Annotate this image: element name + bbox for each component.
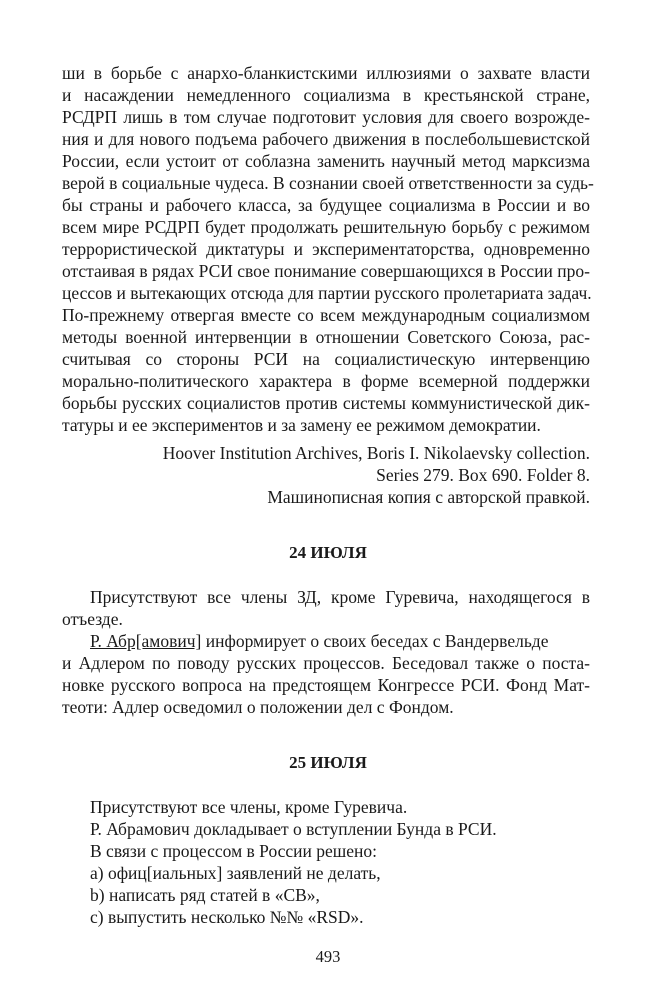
body-line: РСДРП лишь в том случае подготовит условия для своего возрожде- <box>62 107 590 127</box>
body-line: Присутствуют все члены, кроме Гуревича. <box>90 797 408 817</box>
body-line: морально-политического характера в форме всемерной поддержки <box>62 371 590 391</box>
source-citation-line: Машинописная копия с авторской правкой. <box>267 487 590 507</box>
page-number: 493 <box>315 947 341 966</box>
body-line: борьбы русских социалистов против системы коммунистической дик- <box>62 393 590 413</box>
body-line: ши в борьбе с анархо-бланкистскими иллюзиями о захвате власти <box>62 63 590 83</box>
body-line-rest: информирует о своих беседах с Вандервельде <box>201 631 549 651</box>
body-line: теоти: Адлер осведомил о положении дел с Фондом. <box>62 697 454 717</box>
body-line: всем мире РСДРП будет продолжать решительную борьбу с режимом <box>62 217 590 237</box>
body-line: Р. Абрамович докладывает о вступлении Бунда в РСИ. <box>90 819 497 839</box>
section-heading-july-25: 25 ИЮЛЯ <box>289 753 367 772</box>
body-line: считывая со стороны РСИ на социалистическую интервенцию <box>62 349 590 369</box>
section-heading-july-24: 24 ИЮЛЯ <box>289 543 367 562</box>
body-line: татуры и ее экспериментов и за замену ее режимом демократии. <box>62 415 541 435</box>
body-line: ния и для нового подъема рабочего движения в послебольшевистской <box>62 129 590 149</box>
body-line: верой в социальные чудеса. В сознании своей ответственности за судь- <box>62 173 594 193</box>
list-item: b) написать ряд статей в «СВ», <box>90 885 320 905</box>
body-line: цессов и вытекающих отсюда для партии русского пролетариата задач. <box>62 283 592 303</box>
source-citation-line: Hoover Institution Archives, Boris I. Nikolaevsky collection. <box>162 443 590 463</box>
body-line: террористической диктатуры и экспериментаторства, одновременно <box>62 239 590 259</box>
body-line: и Адлером по поводу русских процессов. Беседовал также о поста- <box>62 653 590 673</box>
body-line: отъезде. <box>62 609 123 629</box>
source-citation-line: Series 279. Box 690. Folder 8. <box>376 465 590 485</box>
body-line <box>90 630 590 652</box>
body-line: Присутствуют все члены ЗД, кроме Гуревича, находящегося в <box>90 587 590 607</box>
person-name: Р. Абр[амович] <box>90 631 202 651</box>
body-line: бы страны и рабочего класса, за будущее социализма в России и во <box>62 195 590 215</box>
list-item: c) выпустить несколько №№ «RSD». <box>90 907 364 927</box>
body-line: новке русского вопроса на предстоящем Конгрессе РСИ. Фонд Мат- <box>62 675 590 695</box>
body-line: России, если устоит от соблазна заменить научный метод марксизма <box>62 151 590 171</box>
body-line: и насаждении немедленного социализма в крестьянской стране, <box>62 85 590 105</box>
body-line: методы военной интервенции в отношении Советского Союза, рас- <box>62 327 590 347</box>
body-line: В связи с процессом в России решено: <box>90 841 378 861</box>
body-line: По-прежнему отвергая вместе со всем международным социализмом <box>62 305 590 325</box>
list-item: a) офиц[иальных] заявлений не делать, <box>90 863 381 883</box>
body-line: отстаивая в рядах РСИ свое понимание совершающихся в России про- <box>62 261 590 281</box>
